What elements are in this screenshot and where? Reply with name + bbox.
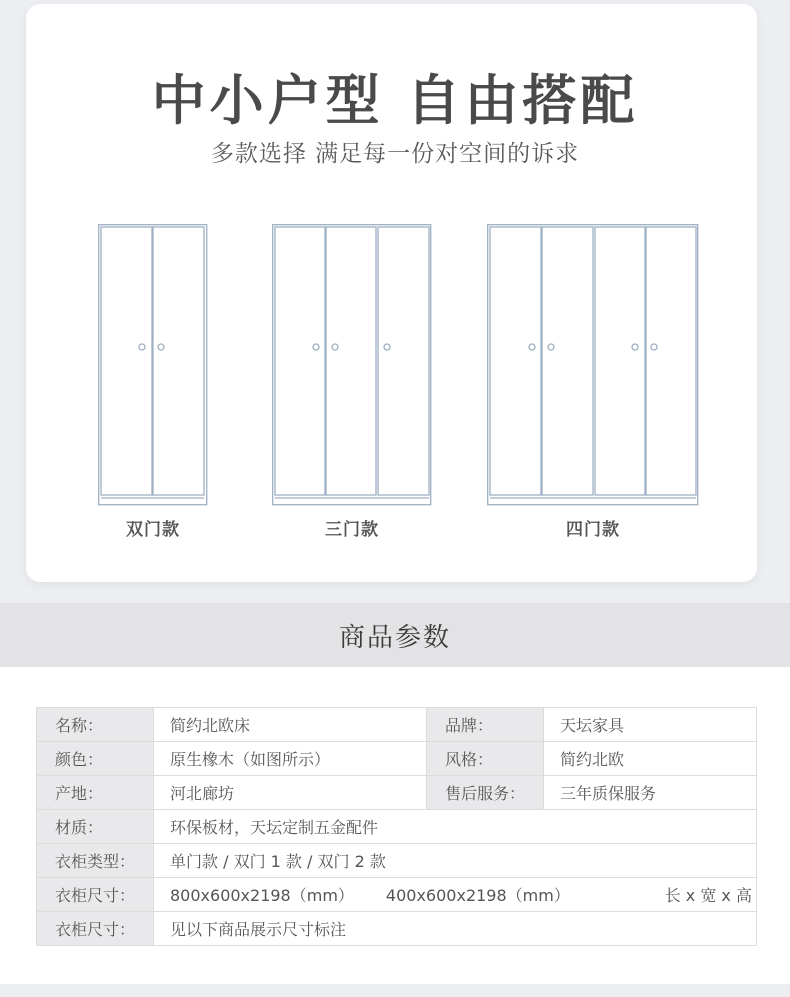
size-value-800: 800x600x2198（mm） bbox=[170, 886, 354, 905]
param-value: 原生橡木（如图所示） bbox=[154, 742, 427, 776]
table-row bbox=[37, 912, 757, 946]
table-row bbox=[37, 708, 757, 742]
wardrobe-four-door-drawing bbox=[487, 224, 699, 506]
table-row bbox=[37, 810, 757, 844]
param-key: 衣柜尺寸： bbox=[37, 878, 154, 912]
wardrobe-three-door-drawing bbox=[272, 224, 432, 506]
wardrobe-two-door-label: 双门款 bbox=[126, 520, 180, 540]
param-value: 天坛家具 bbox=[544, 708, 757, 742]
param-key: 衣柜尺寸： bbox=[37, 912, 154, 946]
param-key: 售后服务： bbox=[427, 776, 544, 810]
param-key: 名称： bbox=[37, 708, 154, 742]
size-dimension-note: 长 x 宽 x 高 bbox=[664, 886, 752, 905]
param-key: 产地： bbox=[37, 776, 154, 810]
param-key: 风格： bbox=[427, 742, 544, 776]
param-key: 材质： bbox=[37, 810, 154, 844]
table-row bbox=[37, 878, 757, 912]
wardrobe-two-door-drawing bbox=[98, 224, 208, 506]
hero-headline: 中小户型 自由搭配 bbox=[151, 69, 639, 132]
bottom-strip bbox=[0, 984, 790, 997]
param-value: 简约北欧床 bbox=[154, 708, 427, 742]
param-key: 衣柜类型： bbox=[37, 844, 154, 878]
param-value: 三年质保服务 bbox=[544, 776, 757, 810]
wardrobe-three-door-label: 三门款 bbox=[325, 520, 379, 540]
table-row bbox=[37, 844, 757, 878]
size-value-400: 400x600x2198（mm） bbox=[385, 886, 570, 905]
table-row bbox=[37, 776, 757, 810]
wardrobe-four-door-label: 四门款 bbox=[566, 520, 620, 540]
hero-subline: 多款选择 满足每一份对空间的诉求 bbox=[210, 141, 580, 167]
param-key: 品牌： bbox=[427, 708, 544, 742]
section-title: 商品参数 bbox=[338, 623, 451, 653]
param-value: 单门款 / 双门 1 款 / 双门 2 款 bbox=[154, 844, 757, 878]
param-value: 见以下商品展示尺寸标注 bbox=[154, 912, 757, 946]
param-value: 简约北欧 bbox=[544, 742, 757, 776]
table-row bbox=[37, 742, 757, 776]
param-value: 河北廊坊 bbox=[154, 776, 427, 810]
product-params-table bbox=[36, 707, 757, 946]
param-value: 环保板材，天坛定制五金配件 bbox=[154, 810, 757, 844]
param-key: 颜色： bbox=[37, 742, 154, 776]
param-value-size bbox=[154, 878, 757, 912]
